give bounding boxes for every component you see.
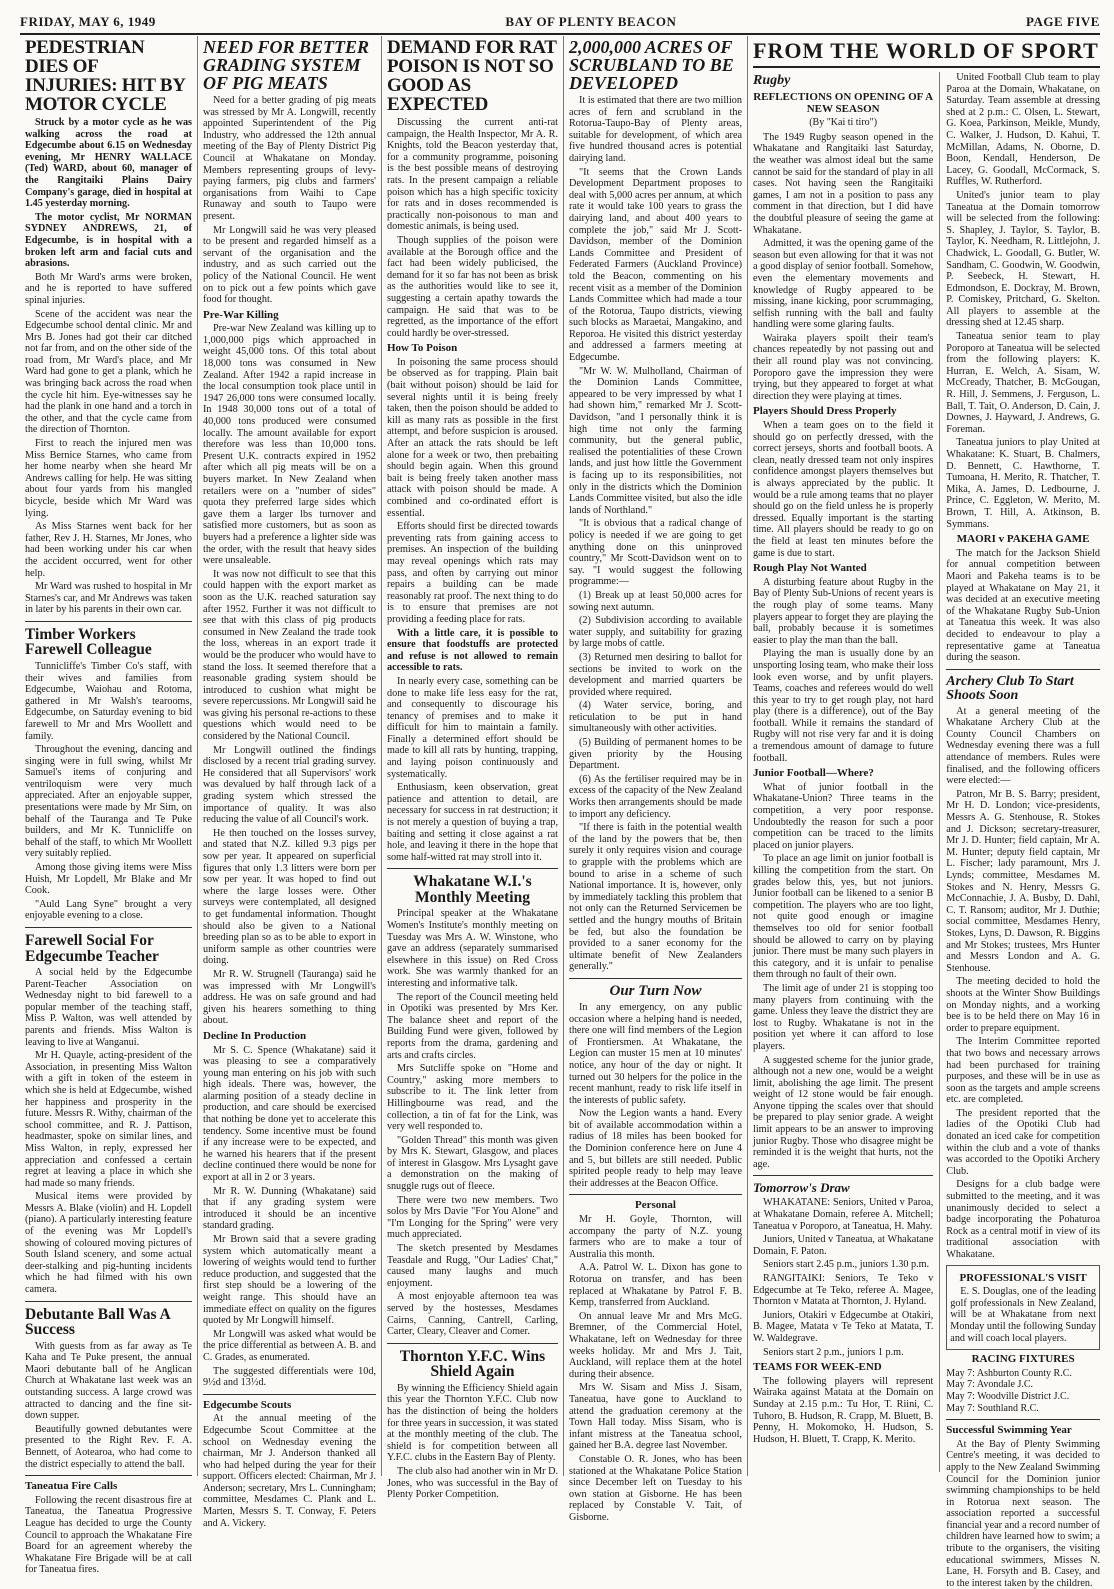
paragraph: The Interim Committee reported that two bows and necessary arrows had been purchased for training purposes, and these will be in use as soon as the targets and ample screens etc. are completed. (946, 1036, 1100, 1106)
paragraph: Discussing the current anti-rat campaign, the Health Inspector, Mr A. R. Knights, told the Beacon yesterday that, for a community programme, poisoning is the best possible means of destroying rats. In the present campaign a reliable poison which has a high specific toxicity for rats and in doses recommended is practically non-poisonous to man and domestic animals, is being used. (387, 117, 558, 233)
paragraph: A most enjoyable afternoon tea was served by the hostesses, Mesdames Cairns, Canning, Cantrell, Carling, Carter, Cleary, Cleaver and Comer. (387, 1291, 558, 1338)
rat-bold-para: With a little care, it is possible to ensure that foodstuffs are protected and refuse is not allowed to remain accessible to rats. (387, 627, 558, 674)
paragraph: At a general meeting of the Whakatane Archery Club at the County Council Chambers on Wednesday evening there was a full attendance of members. Rules were finalised, and the following officers were elected:— (946, 705, 1100, 787)
fixture-date: May 7: (946, 1367, 977, 1379)
paragraph: Mr R. W. Dunning (Whakatane) said that if any grading system were introduced it should be an incentive standard grading. (203, 1185, 376, 1232)
paragraph: (6) As the fertiliser required may be in excess of the capacity of the New Zealand Works then arrangements should be made to import any deficiency. (569, 773, 742, 820)
paragraph: A disturbing feature about Rugby in the Bay of Plenty Sub-Unions of recent years is the rough play of some teams. Many players appear to forget they are playing the ball, probably because it is sometimes easier to play the man than the ball. (753, 576, 934, 646)
pig-body-3 (203, 1045, 376, 1389)
paragraph: Mr Longwill said he was very pleased to be present and regarded himself as a servant of the organisation and the industry, and as such carried out the policy of the National Council. He went on to pick out a few points which gave food for thought. (203, 224, 376, 306)
rugby-heading: Rugby (753, 73, 791, 88)
sport-columns (753, 72, 1100, 1589)
teams-body (753, 1376, 933, 1446)
racing-list (946, 1368, 1100, 1414)
professional-box (946, 1265, 1100, 1351)
paragraph: First to reach the injured men was Miss Bernice Starnes, who came from her home nearby when she heard Mr Andrews calling for help. He was sitting about four yards from his mangled bicycle, beside which Mr Ward was lying. (25, 438, 192, 519)
junior-body (753, 782, 933, 1171)
turn-headline: Our Turn Now (609, 982, 702, 999)
paragraph: WHAKATANE: Seniors, United v Paroa, at Whakatane Domain, referee A. Mitchell; Taneatua v Poroporo, at Taneatua, H. Mahy. (753, 1197, 934, 1232)
rat-body (387, 117, 558, 339)
paragraph: What of junior football in the Whakatane-Union? Three teams in the competition, a very poor response. Undoubtedly the reason for such a poor competition can be traced to the limits placed on junior players. (753, 781, 934, 851)
rough-body (753, 577, 933, 765)
paragraph: "It seems that the Crown Lands Development Department proposes to deal with 5,000 acres per annum, at which rate it would take 100 years to grass the dairying land, and about 400 years to complete the job," said Mr J. Scott-Davidson, member of the Dominion Lands Committee and President of Federated Farmers (Auckland Province) told the Beacon, commenting on his recent visit as a member of the Dominion Lands Committee which had made a tour of the Rotorua, Taupo districts, viewing such blocks as Maraetai, Mangakino, and Reporoa. He visited this district yesterday and addressed a farmers meeting at Edgecumbe. (569, 166, 742, 364)
paragraph: (2) Subdivision according to available water supply, and suitability for grazing by large mobs of cattle. (569, 615, 742, 650)
teams-headline: TEAMS FOR WEEK-END (753, 1361, 882, 1374)
paragraph: Mr Brown said that a severe grading system which automatically meant a lowering of weights would tend to further reduce production, and suggested that the first step should be a lowering of the weight range. This should have an immediate effect on quality on the figures quoted by Mr Longwill himself. (203, 1234, 376, 1327)
paragraph: The sketch presented by Mesdames Teasdale and Rugg, "Our Ladies' Chat," caused many laughs and much enjoyment. (387, 1243, 558, 1289)
racing-fixture-row (946, 1368, 1100, 1380)
column-5 (753, 72, 940, 1472)
paragraph: Mrs W. Sisam and Miss J. Sisam, Taneatua, have gone to Auckland to attend the graduation ceremony at the Town Hall today. Miss Sisam, who is infant mistress at the Taneatua school, gained her B.A. degree last November. (569, 1382, 742, 1452)
paragraph: Mr Longwill was asked what would be the price differential as between A. B. and C. Grades, as enumerated. (203, 1328, 376, 1363)
archery-body (946, 706, 1100, 1261)
paragraph: He then touched on the losses survey, and stated that N.Z. killed 9.3 pigs per sow per year. It appeared on superficial figures that only 1.3 litters were born per sow per year. It was hoped to find out where the large losses were. Other surveys were contemplated, all designed to get fundamental information. Thought should also be given to a National breeding plan so as to be able to export in uniform sample as other countries were doing. (203, 827, 376, 967)
subhead-rough: Rough Play Not Wanted (753, 562, 867, 575)
farewell-headline: Farewell Social For Edgecumbe Teacher (25, 932, 159, 965)
divider (753, 1175, 933, 1176)
racing-fixture-row (946, 1379, 1100, 1391)
paragraph: Need for a better grading of pig meats was stressed by Mr A. Longwill, recently appointed Superintendent of the Pig Industry, who addressed the 12th annual meeting of the Bay of Plenty District Pig Council at Whakatane on Monday. Members representing groups of levy-paying farmers, pig clubs and farmers' organisations from Waihi to Cape Runaway and south to Taupo were present. (203, 95, 376, 222)
dress-body (753, 420, 933, 559)
pig-subhead-prewar: Pre-War Killing (203, 308, 279, 321)
pig-subhead-decline: Decline In Production (203, 1029, 307, 1042)
paragraph: Patron, Mr B. S. Barry; president, Mr H. D. London; vice-presidents, Messrs A. G. Stenhouse, R. Stokes and J. Dickson; secretary-treasurer, Mr J. D. Hunter; field captain, Mr A. M. Hunter; deputy field captain, Mr L. Fischer; lady paramount, Mrs J. Lynds; committee, Mesdames M. Stokes and N. Henry, Messrs G. McConnachie, J. A. Busby, D. Dahl, C. T. Ransom; auditor, Mr J. Duthie; social committee, Mesdames Henry, Stokes, Lyns, D. Dawson, R. Biggins and Mr Stokes; trustees, Mrs Hunter and Messrs London and A. G. Stenhouse. (946, 788, 1100, 974)
reflections-headline: REFLECTIONS ON OPENING OF A NEW SEASON (753, 91, 934, 115)
paragraph: Designs for a club badge were submitted to the meeting, and it was unanimously decided to select a badge incorporating the Pohaturoa Rock as a central motif in view of its traditional association with Whakatane. (946, 1179, 1100, 1260)
subhead-dress: Players Should Dress Properly (753, 405, 897, 418)
masthead-page-number: PAGE FIVE (1026, 14, 1100, 29)
sport-section (748, 36, 1100, 1589)
timber-headline: Timber Workers Farewell Colleague (25, 625, 152, 659)
tomorrow-body (753, 1197, 933, 1358)
paragraph: The club also had another win in Mr D. Jones, who was successful in the Bay of Plenty Porker Competition. (387, 1465, 558, 1501)
column-2 (198, 36, 382, 1529)
paragraph: The limit age of under 21 is stopping too many players from continuing with the game. Unless they leave the district they are lost to Rugby. Whakatane is not in the position yet where it can afford to lose players. (753, 982, 934, 1052)
paragraph: To place an age limit on junior football is killing the competition from the start. On grades below this, yes, but not juniors. Junior football can be likened to a senior B competition. The players who are too light, not quite good enough or imagine themselves too old for senior football should be allowed to carry on by playing junior. There must be many such players in this category, and it is unfair to penalise them through no fault of their own. (753, 853, 934, 981)
columns (20, 36, 1100, 1589)
paragraph: There were two new members. Two solos by Mrs Davie "For You Alone" and "I'm Longing for the Spring" were very much appreciated. (387, 1194, 558, 1241)
paragraph: (5) Building of permanent homes to be given priority by the Housing Department. (569, 737, 742, 772)
divider (946, 669, 1100, 670)
divider (569, 978, 742, 979)
paragraph: At the Bay of Plenty Swimming Centre's meeting, it was decided to apply to the New Zealand Swimming Council for the Dominion junior swimming championships to be held in Rotorua next season. The association reported a successful financial year and a record number of children have learned how to swim; a tribute to the organisers, the visiting educational swimmers, Misses N. Lane, H. Forsyth and B. Casey, and to the interest taken by the children. (946, 1438, 1100, 1589)
maori-headline: MAORI v PAKEHA GAME (956, 533, 1090, 546)
scouts-headline: Edgecumbe Scouts (203, 1398, 292, 1411)
timber-body (25, 661, 192, 922)
paragraph: The following players will represent Wairaka against Matata at the Domain on Sunday at 2.15 p.m.: Tu Hor, T. Riini, C. Tuhoro, B. Hudson, R. Crapp, M. Bluett, B. Penny, H. Mokomoko, H. Hudson, S. Hudson, H. Bluett, T. Crapp, K. Merito. (753, 1375, 934, 1445)
masthead-paper-name: BAY OF PLENTY BEACON (505, 14, 677, 29)
paragraph: The 1949 Rugby season opened in the Whakatane and Rangitaiki last Saturday, the weather was almost ideal but the same cannot be said for the standard of play in all cases. Not having seen the Rangitaiki games, I am not in a position to pass any comment in that direction, but I did have the doubtful pleasure of seeing the game at Whakatane. (753, 131, 934, 236)
paragraph: Taneatua juniors to play United at Whakatane: K. Stuart, B. Chalmers, D. Bennett, C. Hawthorne, T. Tumoana, H. Merito, R. Thatcher, T. Mika, A. James, D. Ledbourne, J. Prince, C. Eggleton, W. Merito, M. Brown, T. Hill, A. Atkinson, B. Symmans. (946, 437, 1100, 530)
paragraph: Mr H. Goyle, Thornton, will accompany the party of N.Z. young farmers who are to make a tour of Australia this month. (569, 1214, 742, 1260)
paragraph: "Golden Thread" this month was given by Mrs K. Stewart, Glasgow, and places of interest in Glasgow. Mrs Lysaght gave a demonstration on the making of snuggle rugs out of fleece. (387, 1134, 558, 1193)
paragraph: The suggested differentials were 10d, 9½d and 13½d. (203, 1365, 376, 1389)
paragraph: At the annual meeting of the Edgecumbe Scout Committee at the school on Wednesday evening the chairman, Mr J. Anderson thanked all who had helped during the year for their support. Officers elected: Chairman, Mr J. Anderson; secretary, Mrs L. Cunningham; committee, Mesdames C. Plank and L. Marten, Messrs S. T. Conway, F. Peters and A. Vickery. (203, 1413, 376, 1529)
fixture-name: Ashburton County R.C. (976, 1367, 1072, 1379)
debutante-body (25, 1341, 192, 1471)
divider (25, 1301, 192, 1302)
archery-headline: Archery Club To Start Shoots Soon (946, 673, 1074, 703)
column-4 (564, 36, 748, 1523)
wi-headline: Whakatane W.I.'s Monthly Meeting (413, 873, 532, 906)
paragraph: United Football Club team to play Paroa at the Domain, Whakatane, on Saturday. Team assemble at dressing shed at 2 p.m.: C. Olsen, L. Stewart, G. Koea, Parkinson, Meikle, Mundy, C. Walker, J. Hudson, D. Kahui, T. McMillan, Adams, N. Oborne, D. Boon, Kendall, Henderson, De Lacey, G. Goodall, McCormack, S. Ruffles, W. Rutherford. (946, 72, 1100, 188)
scrubland-body (569, 95, 742, 973)
paragraph: In any emergency, on any public occasion where a helping hand is needed, there one will find members of the Legion of Frontiersmen. At Whakatane, the Legion can muster 15 men at 10 minutes' notice, any hour of the day or night. It turned out 30 helpers for the police in the recent manhunt, ready to risk life itself in the interests of public safety. (569, 1001, 742, 1106)
paragraph: Pre-war New Zealand was killing up to 1,000,000 pigs which approached in weight 45,000 tons. Of this total about 18,000 tons was consumed in New Zealand. After 1942 a rapid increase in the local consumption took place until in 1947 26,000 tons were consumed locally. In 1948 30,000 tons out of a total of 40,000 tons produced were consumed locally. The amount available for export therefore was less than 10,000 tons. Present U.K. contracts expired in 1952 after which all pig meats will be on a buyers market. In New Zealand when retailers were on a "number of sides" quota they preferred large sides which gave them a larger lbs turnover and satisfied more customers, but as soon as buyers had a preference a lighter side was the order, with the result that heavy sides were unsaleable. (203, 323, 376, 567)
paragraph: It was now not difficult to see that this could happen with the export market as soon as the U.K. reached saturation say after 1952. Further it was not difficult to see that with this class of pig products consumed in New Zealand the trade took the loss, whereas in an export trade it would be the producer who would have to stand the loss. It seemed therefore that a reasonable grading system should be introduced to cushion what might be severe repercussions. Mr Longwill said he was giving his personal re-actions to these questions which would need to be considered by the National Council. (203, 568, 376, 743)
paragraph: Taneatua senior team to play Poroporo at Taneatua will be selected from the following players: K. Hurran, E. Welch, A. Sisam, W. McCready, Thatcher, B. McGougan, R. Hill, J. Semmens, J. Ferguson, L. Ball, T. Tait, O. Anderson, D. Cain, J. Downes, J. Hayward, J. Andrews, G. Foreman. (946, 331, 1100, 435)
paragraph: Both Mr Ward's arms were broken, and he is reported to have suffered spinal injuries. (25, 271, 192, 306)
pedestrian-headline: PEDESTRIAN DIES OF INJURIES: HIT BY MOTOR CYCLE (25, 37, 185, 115)
paragraph: Tunnicliffe's Timber Co's staff, with their wives and families from Edgecumbe, Waiohau and Rotoma, gathered in Mr Walsh's tearooms, Edgecumbe, on Saturday evening to bid farewell to Mr and Mrs Woollett and family. (25, 660, 192, 742)
paragraph: Mrs Sutcliffe spoke on "Home and Country," asking more members to subscribe to it. The link letter from Hillingbourne was read, and the collection, a tin of fat for the Link, was very well responded to. (387, 1063, 558, 1133)
paragraph: Following the recent disastrous fire at Taneatua, the Taneatua Progressive League has decided to urge the County Council to approach the Whakatane Fire Board for an agreement whereby the Whakatane Fire Brigade will be at call for Taneatua fires. (25, 1494, 192, 1576)
paragraph: United's junior team to play Taneatua at the Domain tomorrow will be selected from the following: S. Shapley, J. Taylor, S. Taylor, B. Taylor, K. Needham, R. Littlejohn, J. Chadwick, L. Goodall, G. Butler, W. Sandham, C. Goodwin, W. Goodwin, P. Seebeck, H. Stewart, H. Edmondson, E. Dockray, M. Brown, P. Comiskey, Pritchard, G. Skelton. All players to assemble at the dressing shed at 12.45 sharp. (946, 189, 1100, 329)
paragraph: Juniors, United v Taneatua, at Whakatane Domain, F. Paton. (753, 1234, 934, 1257)
divider (25, 927, 192, 928)
column-6 (940, 72, 1100, 1589)
divider (25, 621, 192, 622)
wi-body (387, 908, 558, 1337)
rat-headline: DEMAND FOR RAT POISON IS NOT SO GOOD AS EXPECTED (387, 37, 557, 115)
paragraph: Mr Longwill outlined the findings disclosed by a recent trial grading survey. He considered that all Supervisors' work was devalued by half through lack of a grading system which stressed the importance of quality. It was also reducing the value of all Council's work. (203, 744, 376, 826)
paragraph: Mr S. C. Spence (Whakatane) said it was pleasing to see a comparatively young man entering on his job with such high ideals. There was, however, the alarming position of a steady decline in production, and care should be exercised that nothing be done yet to accelerate this tendency. Some incentive must be found if any increase were to be expected, and he warned his hearers that if the present decline continued there would be none for export at all in 2 or 3 years. (203, 1044, 376, 1184)
divider (387, 1343, 558, 1344)
fixture-name: Avondale J.C. (976, 1379, 1034, 1391)
pedestrian-lead (25, 117, 192, 270)
farewell-body (25, 967, 192, 1296)
fixture-date: May 7: (946, 1390, 978, 1402)
debutante-headline: Debutante Ball Was A Success (25, 1305, 170, 1339)
paragraph: It is estimated that there are two million acres of fern and scrubland in the Rotorua-Taupo-Bay of Plenty areas, suitable for development, of which area five hundred thousand acres is potential dairying land. (569, 95, 742, 164)
tomorrow-headline: Tomorrow's Draw (753, 1180, 850, 1196)
paragraph: RANGITAIKI: Seniors, Te Teko v Edgecumbe at Te Teko, referee A. Magee, Thornton v Matata at Thornton, J. Hyland. (753, 1273, 934, 1308)
pig-headline: NEED FOR BETTER GRADING SYSTEM OF PIG MEATS (203, 37, 370, 93)
yfc-body (387, 1383, 558, 1501)
paragraph: Throughout the evening, dancing and singing were in full swing, whilst Mr Samuel's items of conjuring and ventriloquism were very much appreciated. After an enjoyable supper, presentations were made by Mr Sim, on behalf of the Tauranga and Te Puke builders, and Mr K. Tunnicliffe on behalf of the staff, to which Mr Woollett very suitably replied. (25, 744, 192, 860)
paragraph: Principal speaker at the Whakatane Women's Institute's monthly meeting on Tuesday was Mrs A. W. Winstone, who gave an address (separately summarised elsewhere in this issue) on Red Cross work. She was warmly thanked for an interesting and informative talk. (387, 908, 558, 989)
paragraph: Though supplies of the poison were available at the Borough office and the fact had been widely publicised, the demand for it so far has not been as brisk as the authorities would like to see it, suggesting a certain apathy towards the campaign. He said that was to be regretted, as the importance of the effort could hardly be over-stressed. (387, 234, 558, 339)
fire-headline: Taneatua Fire Calls (25, 1480, 118, 1493)
prof-body (950, 1286, 1096, 1344)
paragraph: E. S. Douglas, one of the leading golf professionals in New Zealand, will be at Whakatane from next Monday until the following Sunday and will coach local players. (950, 1286, 1096, 1344)
paragraph: Scene of the accident was near the Edgecumbe school dental clinic. Mr and Mrs B. Jones had got their car ditched not far from, and on the other side of the road from, Mr Ward's place, and Mr Ward had gone to get a plank, which he was bringing back across the road when the cycle hit him. Eye-witnesses say he had the plank in one hand and a torch in the other, and that the cycle came from the direction of Thornton. (25, 308, 192, 436)
racing-headline: RACING FIXTURES (971, 1353, 1075, 1366)
pig-body-2 (203, 323, 376, 1027)
paragraph: By winning the Efficiency Shield again this year the Thornton Y.F.C. Club now has the distinction of being the holders for three years in succession, it was stated at the monthly meeting of the club. The shield is for competition between all Y.F.C. clubs in the Eastern Bay of Plenty. (387, 1382, 558, 1464)
pedestrian-body (25, 272, 192, 616)
paragraph: Seniors start 2 p.m., juniors 1 p.m. (763, 1346, 904, 1358)
paragraph: Musical items were provided by Messrs A. Blake (violin) and H. Lopdell (piano). A particularly interesting feature of the evening was Mr Lopdell's showing of coloured moving pictures of South Island scenery, and some actual deer-stalking and pig-hunting incidents which he had filmed with his own camera. (25, 1191, 192, 1296)
divider (387, 868, 558, 869)
paragraph: On annual leave Mr and Mrs McG. Bremner, of the Commercial Hotel, Whakatane, left on Wednesday for three weeks holiday. Mr and Mrs J. Tait, Auckland, will replace them at the hotel during their absence. (569, 1310, 742, 1380)
rat-subhead: How To Poison (387, 342, 458, 355)
paragraph: Juniors, Otakiri v Edgecumbe at Otakiri, B. Magee, Matata v Te Teko at Matata, T. W. Waldegrave. (753, 1309, 934, 1344)
paragraph: (4) Water service, boring, and reticulation to be put in hand simultaneously with other activities. (569, 700, 742, 735)
paragraph: When a team goes on to the field it should go on perfectly dressed, with the correct jerseys, shorts and football boots. A clean, neatly dressed team not only inspires confidence amongst players themselves but is always appreciated by the public. It would be a rule among teams that no player should go on the field unless he is properly dressed. Equally important is the starting time. All players should be ready to go on the field at least ten minutes before the game is due to start. (753, 420, 934, 559)
paragraph: A.A. Patrol W. L. Dixon has gone to Rotorua on transfer, and has been replaced at Whakatane by Patrol F. B. Kemp, transferred from Auckland. (569, 1262, 742, 1309)
paragraph: The president reported that the ladies of the Opotiki Club had donated an iced cake for competition within the club and a vote of thanks was accorded to the Opotiki Archery Club. (946, 1107, 1100, 1177)
masthead (20, 8, 1100, 35)
fire-body (25, 1495, 192, 1576)
paragraph: Enthusiasm, keen observation, great patience and attention to detail, are necessary for success in rat destruction; it is not merely a question of buying a trap, baiting and setting it close against a rat hole, and leaving it there in the hope that some half-witted rat may stroll into it. (387, 782, 558, 863)
paragraph: "Mr W. W. Mulholland, Chairman of the Dominion Lands Committee, appeared to be very impressed by what I had shown him," remarked Mr J. Scott-Davidson, "and I personally think it is high time not only the farming community, but the general public, realised the potentialities of these Crown lands, and just how little the Government is facing up to its responsibilities, not only in the districts which the Dominion Lands Committee visited, but also the idle lands of Northland." (569, 365, 742, 516)
maori-body (946, 548, 1100, 664)
swim-body (946, 1439, 1100, 1589)
personal-headline: Personal (635, 1199, 676, 1212)
paragraph: The match for the Jackson Shield for annual competition between Maori and Pakeha teams is to be played at Whakatane on May 21, it was decided at an executive meeting of the Whakatane Rugby Sub-Union at Taneatua this week. It was also decided to endeavour to play a representative game at Taneatua during the season. (946, 547, 1100, 664)
paragraph: Playing the man is usually done by an unsporting losing team, who make their loss look even worse, and by unfit players. Teams, coaches and referees would do well this year to try to get rough play, not hard play (there is a difference), out of the Bay football. While it remains the standard of Rugby will not rise very far and it is doing a tremendous amount of damage to future football. (753, 648, 934, 764)
paragraph: With guests from as far away as Te Kaha and Te Puke present, the annual Maori debutante ball of he Anglican Church at Whakatane last week was an outstanding success. A large crowd was attracted to dancing and the fine sit-down supper. (25, 1340, 192, 1422)
yfc-headline: Thornton Y.F.C. Wins Shield Again (399, 1347, 546, 1381)
paragraph: "It is obvious that a radical change of policy is needed if we are going to get anything done on this uninproved country," Mr Scott-Davidson went on to say. "I would suggest the following programme:— (569, 518, 742, 588)
fixture-date: May 7: (946, 1379, 977, 1391)
paragraph: Mr R. W. Strugnell (Tauranga) said he was impressed with Mr Longwill's address. He was on safe ground and had given his hearers something to thing about. (203, 968, 376, 1027)
sport-banner: FROM THE WORLD OF SPORT (753, 38, 1100, 68)
racing-fixture-row (946, 1391, 1100, 1403)
paragraph: Now the Legion wants a hand. Every bit of available accommodation within a radius of 18 miles has been booked for the Dominion conference here on June 4 and 5, but billets are still needed. Public spirited people ready to help may leave their addresses at the Beacon Office. (569, 1108, 742, 1189)
pig-body (203, 95, 376, 306)
paragraph: A suggested scheme for the junior grade, although not a new one, would be a weight limit, abolishing the age limit. The present weight of 12 stone would be fair enough. Anyone tipping the scales over that should be prepared to play senior grade. A weight limit appears to be an answer to improving junior Rugby. Those who disagree might be reminded it is the weight that hurts, not the age. (753, 1054, 934, 1170)
paragraph: Among those giving items were Miss Huish, Mr Lopdell, Mr Blake and Mr Cook. (25, 862, 192, 897)
paragraph: Seniors start 2.45 p.m., juniors 1.30 p.m. (763, 1259, 930, 1271)
scouts-body (203, 1413, 376, 1529)
paragraph: Efforts should first be directed towards preventing rats from gaining access to premises. An inspection of the building may reveal openings which rats may pass, and often by carrying out minor repairs a building can be made reasonably rat proof. The next thing to do is to ensure that premises are not providing a feeding place for rats. (387, 521, 558, 625)
reflections-byline: (By "Kai ti tiro") (809, 117, 878, 129)
paragraph: Beautifully gowned debutantes were presented to the Right Rev. F. A. Bennett, of Aotearoa, who had come to the district especially to attend the ball. (25, 1423, 192, 1470)
personal-body (569, 1214, 742, 1523)
reflections-body (753, 132, 933, 403)
paragraph: "Auld Lang Syne" brought a very enjoyable evening to a close. (25, 898, 192, 922)
racing-fixture-row (946, 1403, 1100, 1415)
divider (569, 1194, 742, 1195)
divider (25, 1475, 192, 1476)
paragraph: As Miss Starnes went back for her father, Rev J. H. Starnes, Mr Jones, who had been working under his car when the accident occurred, went for other help. (25, 521, 192, 579)
column-1 (20, 36, 198, 1576)
rat-body-3 (387, 676, 558, 864)
paragraph: "If there is faith in the potential wealth of the land by the powers that be, then surely it only requires vision and courage to grapple with the problems which are bound to arise in a scheme of such National importance. It is, however, only by immediately tackling this problem that not only can the Returned Servicemen be settled and the hungry mouths of Britain be fed, but also the foundation be provided to a saner economy for the ultimate benefit of New Zealanders generally." (569, 822, 742, 973)
divider (946, 1419, 1100, 1420)
subhead-junior: Junior Football—Where? (753, 767, 874, 780)
swim-headline: Successful Swimming Year (946, 1424, 1072, 1437)
column-3 (382, 36, 564, 1501)
paragraph: The meeting decided to hold the shoots at the Winter Show Buildings on Monday nights, and a working bee is to be held there on May 16 in order to prepare equipment. (946, 976, 1100, 1034)
divider (203, 1394, 376, 1395)
fixture-name: Woodville District J.C. (977, 1390, 1070, 1402)
paragraph: In poisoning the same process should be observed as for trapping. Plain bait (bait without poison) should be laid for several nights until it is being freely taken, then the poison should be added to kill as many rats as possible in the first attempt, and before suspicion is aroused. After an attack the rats should be left alone for a week or two, then prebaiting should begin again. When this ground bait is being freely taken another mass attack with poison should be made. A combined and co-ordinated effort is essential. (387, 356, 558, 519)
rat-body-2 (387, 357, 558, 626)
paragraph: (3) Returned men desiring to ballot for sections be invited to work on the development and married quarters be provided where required. (569, 651, 742, 698)
paragraph: A social held by the Edgecumbe Parent-Teacher Association on Wednesday night to bid farewell to a popular member of the teaching staff, Miss P. Walton, was well attended by parents and friends. Miss Walton is leaving to live at Wanganui. (25, 967, 192, 1048)
masthead-date: FRIDAY, MAY 6, 1949 (20, 14, 156, 29)
paragraph: In nearly every case, something can be done to make life less easy for the rat, and consequently to discourage his tenancy of premises and to make it difficult for him to maintain a family. Finally a determined effort should be made to kill all rats by hunting, trapping, and laying poison continuously and systematically. (387, 675, 558, 780)
paragraph: Mr H. Quayle, acting-president of the Association, in presenting Miss Walton with a gift in token of the esteem in which she is held at Edgecumbe, wished her happiness and prosperity in the future. Messrs R. Withy, chairman of the school committee, and R. J. Pattison, headmaster, spoke on similar lines, and Miss Walton, in reply, expressed her appreciation and confessed a certain regret at leaving a place in which she had made so many friends. (25, 1050, 192, 1189)
united-body (946, 72, 1100, 530)
paragraph: Constable O. R. Jones, who has been stationed at the Whakatane Police Station since December left on Tuesday to his own station at Gisborne. He has been replaced by Constable V. Tait, of Gisborne. (569, 1453, 742, 1523)
fixture-date: May 7: (946, 1402, 978, 1414)
paragraph: Admitted, it was the opening game of the season but even allowing for that it was not a good display of senior football. Somehow, even the elementary movements and knowledge of Rugby appeared to be missing, inane kicking, poor scrummaging, selfish running with the ball and faulty handling were some glaring faults. (753, 238, 934, 331)
paragraph: Mr Ward was rushed to hospital in Mr Starnes's car, and Mr Andrews was taken in later by his parents in their own car. (25, 581, 192, 616)
scrubland-headline: 2,000,000 ACRES OF SCRUBLAND TO BE DEVELOPED (569, 37, 734, 93)
prof-headline: PROFESSIONAL'S VISIT (959, 1271, 1087, 1284)
paragraph: The report of the Council meeting held in Opotiki was presented by Mrs Ker. The balance sheet and report of the Building Fund were given, followed by reports from the drama, gardening and arts and crafts circles. (387, 991, 558, 1061)
paragraph: The motor cyclist, Mr NORMAN SYDNEY ANDREWS, 21, of Edgecumbe, is in hospital with a broken left arm and facial cuts and abrasions. (25, 211, 192, 270)
paragraph: Struck by a motor cycle as he was walking across the road at Edgecumbe about 6.15 on Wednesday evening, Mr HENRY WALLACE (Ted) WARD, about 60, manager of the Rangitaiki Plains Dairy Company's garage, died in hospital at 1.45 yesterday morning. (25, 117, 192, 210)
paragraph: Wairaka players spoilt their team's chances repeatedly by not passing out and their all round play was not convincing. Poroporo gave the impression they were trying, but they appeared to forget at what direction they were playing at times. (753, 332, 934, 402)
paragraph: (1) Break up at least 50,000 acres for sowing next autumn. (569, 589, 742, 613)
fixture-name: Southland R.C. (977, 1402, 1039, 1414)
turn-body (569, 1002, 742, 1190)
